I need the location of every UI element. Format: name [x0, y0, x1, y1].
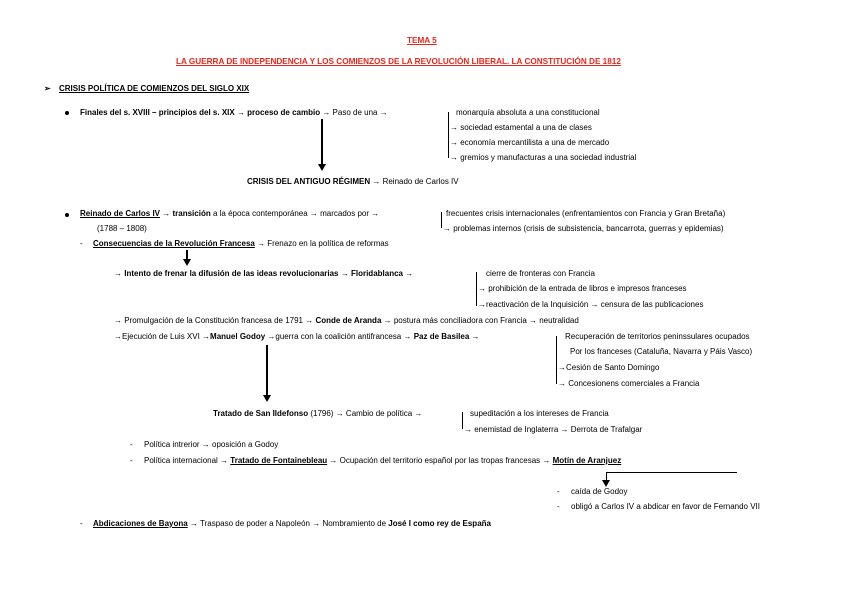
politica-interior: Política intrerior → oposición a Godoy	[144, 440, 279, 449]
change-item: → gremios y manufacturas a una sociedad industrial	[450, 153, 637, 162]
reinado-years: (1788 – 1808)	[97, 224, 147, 233]
dash: -	[130, 456, 133, 465]
connector-line	[607, 472, 737, 473]
block1-line: Finales del s. XVIII – principios del s. XIX → proceso de cambio → Paso de una →	[80, 108, 388, 117]
reinado-line: Reinado de Carlos IV → transición a la época contemporánea → marcados por →	[80, 209, 380, 218]
dash: -	[557, 487, 560, 496]
basilea-item: Por los franceses (Cataluña, Navarra y Páis Vasco)	[570, 347, 753, 356]
crisis-line: CRISIS DEL ANTIGUO RÉGIMEN → Reinado de Carlos IV	[247, 177, 459, 186]
arrow-head	[183, 259, 191, 266]
change-item: monarquía absoluta a una constitucional	[456, 108, 600, 117]
basilea-item: → Concesionens comerciales a Francia	[558, 379, 700, 388]
change-item: → sociedad estamental a una de clases	[450, 123, 592, 132]
floridablanca-item: cierre de fronteras con Francia	[486, 269, 595, 278]
bullet-dot	[65, 111, 69, 115]
aranjuez-item: obligó a Carlos IV a abdicar en favor de Fernando VII	[571, 502, 760, 511]
bracket	[448, 112, 449, 158]
bracket	[556, 336, 557, 384]
basilea-item: →Cesión de Santo Domingo	[558, 363, 660, 372]
change-item: → economía mercantilista a una de mercado	[450, 138, 610, 147]
arrow-head	[602, 480, 610, 487]
consecuencias-line: Consecuencias de la Revolución Francesa → Frenazo en la política de reformas	[93, 239, 389, 248]
tema-title: TEMA 5	[407, 36, 437, 45]
bullet-dot	[65, 213, 69, 217]
ildefonso-item: supeditación a los intereses de Francia	[470, 409, 609, 418]
bracket	[476, 272, 477, 306]
dash: -	[130, 440, 133, 449]
ejecucion-line: →Ejecución de Luis XVI →Manuel Godoy →guerra con la coalición antifrancesa → Paz de Basilea →	[114, 332, 480, 341]
ildefonso-item: → enemistad de Inglaterra → Derrota de Trafalgar	[464, 425, 643, 434]
dash: -	[557, 502, 560, 511]
bracket	[441, 212, 442, 228]
arrow-head	[318, 164, 326, 171]
promulgacion-line: → Promulgación de la Constitución francesa de 1791 → Conde de Aranda → postura más conciliadora con Francia → neutralidad	[114, 316, 579, 325]
floridablanca-item: → prohibición de la entrada de libros e impresos franceses	[478, 284, 687, 293]
basilea-item: Recuperación de territorios peninssulares ocupados	[565, 332, 750, 341]
arrow-head	[263, 395, 271, 402]
arrow-line	[186, 250, 188, 259]
arrow-line	[266, 345, 268, 395]
section-heading: CRISIS POLÍTICA DE COMIENZOS DEL SIGLO XIX	[59, 84, 250, 93]
bracket	[462, 412, 463, 429]
unit-subtitle: LA GUERRA DE INDEPENDENCIA Y LOS COMIENZOS DE LA REVOLUCIÓN LIBERAL. LA CONSTITUCIÓN DE 1812	[176, 57, 621, 66]
marcados-item: frecuentes crisis internacionales (enfrentamientos con Francia y Gran Bretaña)	[446, 209, 726, 218]
dash: -	[80, 239, 83, 248]
politica-internacional: Política internacional → Tratado de Fontainebleau → Ocupación del territorio español por las tropas francesas → Motín de Aranjuez	[144, 456, 622, 465]
marcados-item: → problemas internos (crisis de subsistencia, bancarrota, guerras y epidemias)	[443, 224, 724, 233]
arrow-line	[321, 119, 323, 164]
aranjuez-item: caída de Godoy	[571, 487, 628, 496]
ildefonso-line: Tratado de San Ildefonso (1796) → Cambio de política →	[213, 409, 423, 418]
abdicaciones-line: Abdicaciones de Bayona → Traspaso de poder a Napoleón → Nombramiento de José I como rey de España	[93, 519, 491, 528]
intento-line: → Intento de frenar la difusión de las ideas revolucionarias → Floridablanca →	[114, 269, 414, 278]
section-bullet: ➢	[44, 84, 51, 93]
floridablanca-item: →reactivación de la Inquisición → censura de las publicaciones	[478, 300, 704, 309]
dash: -	[80, 519, 83, 528]
